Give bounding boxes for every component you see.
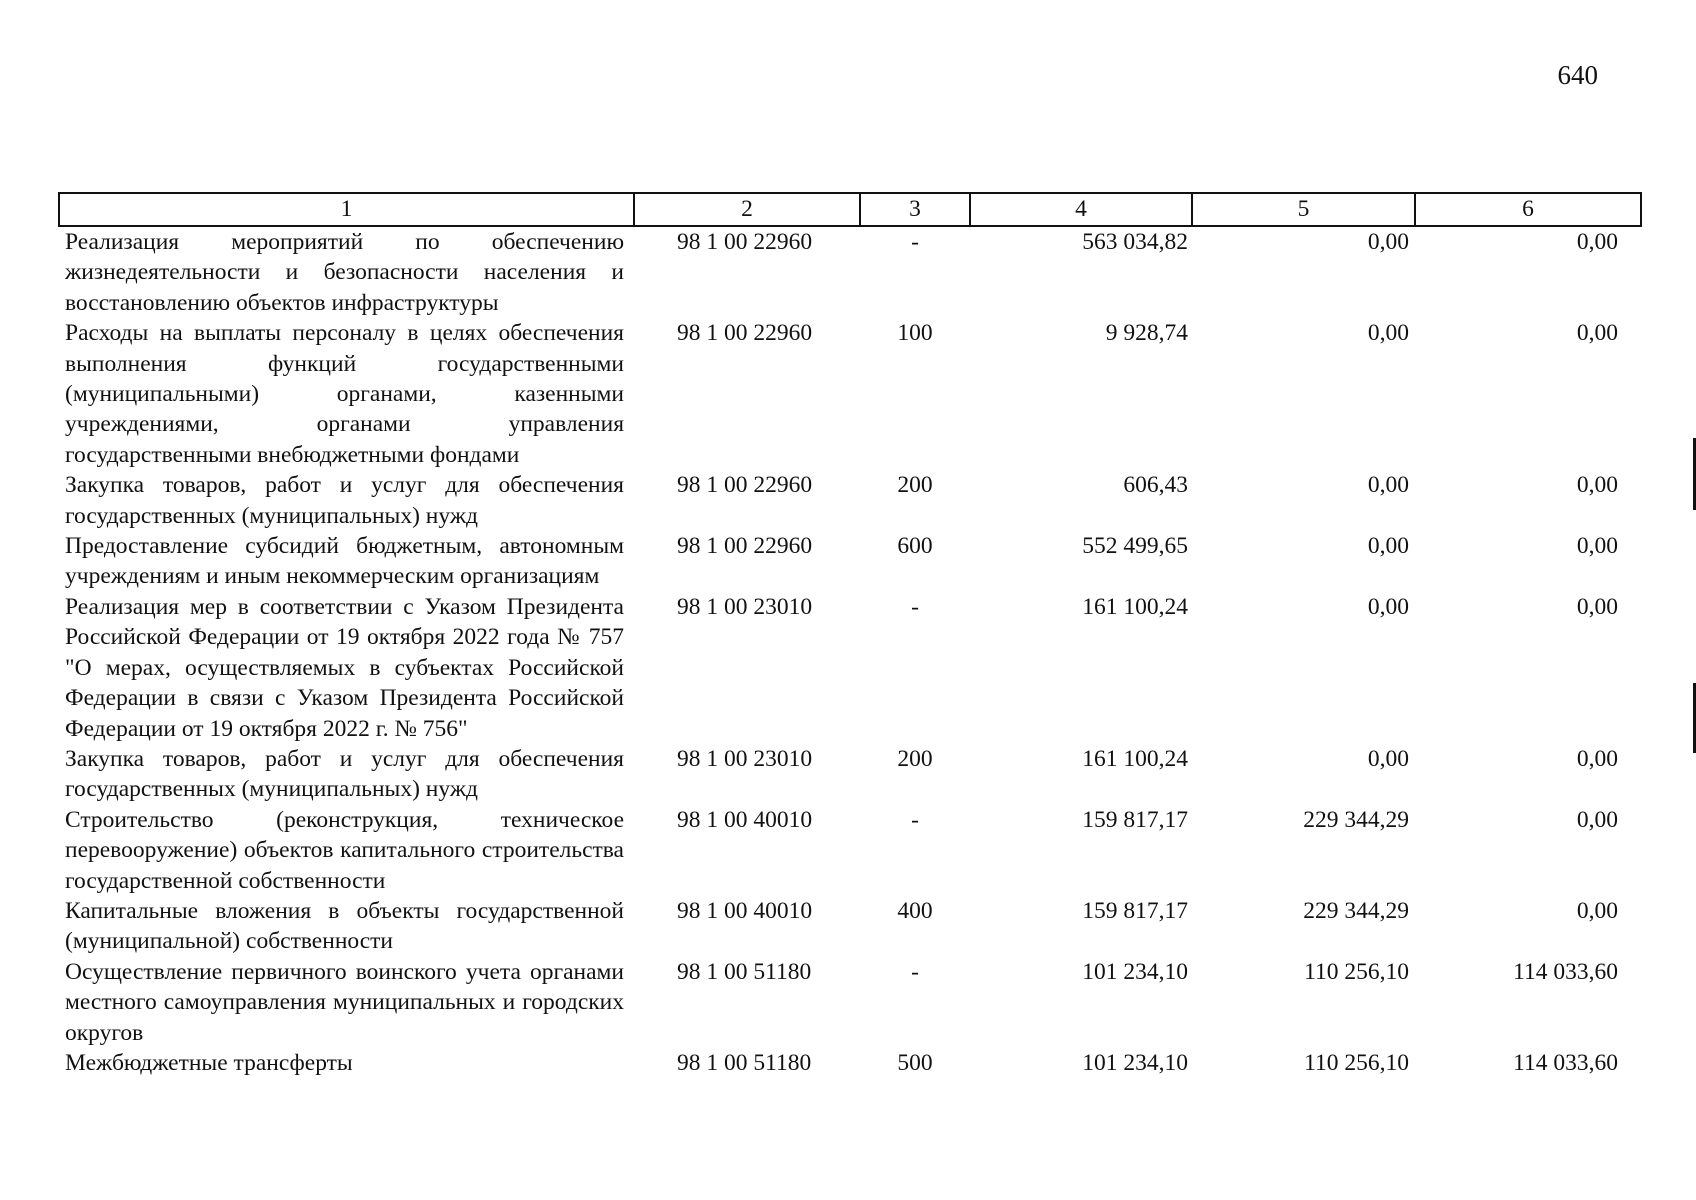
budget-code: 98 1 00 22960 (677, 533, 813, 560)
amount-col-5: 0,00 (1367, 229, 1409, 255)
budget-code: 98 1 00 40010 (677, 806, 813, 833)
amount-col-5: 229 344,29 (1303, 806, 1409, 833)
table-body (59, 226, 1641, 1078)
amount-col-4: 9 928,74 (1105, 320, 1188, 347)
expense-name: Осуществление первичного воинского учета органами местного самоуправления муниципальных и городских округов (65, 958, 624, 1046)
amount-col-4: 101 234,10 (1082, 958, 1188, 985)
expense-type: - (911, 806, 919, 833)
header-row (59, 193, 1641, 226)
budget-code: 98 1 00 23010 (677, 593, 813, 620)
page-number: 640 (1557, 60, 1598, 90)
amount-col-5: 0,00 (1367, 745, 1409, 772)
column-header-1: 1 (59, 193, 634, 226)
table-row (59, 957, 1641, 1048)
amount-col-5: 229 344,29 (1303, 897, 1409, 924)
table-row (59, 592, 1641, 744)
expense-name: Межбюджетные трансферты (65, 1049, 353, 1076)
expense-name: Реализация мероприятий по обеспечению жизнедеятельности и безопасности населения и восстановлению объектов инфраструктуры (65, 229, 624, 316)
budget-code: 98 1 00 22960 (677, 229, 813, 255)
column-header-3: 3 (860, 193, 970, 226)
amount-col-5: 110 256,10 (1304, 958, 1409, 985)
amount-col-5: 0,00 (1367, 320, 1409, 347)
budget-code: 98 1 00 23010 (677, 745, 813, 772)
budget-code: 98 1 00 51180 (677, 958, 812, 985)
amount-col-4: 159 817,17 (1082, 806, 1188, 833)
expense-name: Строительство (реконструкция, техническое перевооружение) объектов капитального строительства государственной собственности (65, 806, 624, 894)
amount-col-6: 0,00 (1576, 229, 1618, 255)
expense-type: 200 (897, 745, 933, 772)
table-row (59, 531, 1641, 592)
table-row (59, 318, 1641, 470)
amount-col-5: 110 256,10 (1304, 1049, 1409, 1076)
expense-type: - (911, 958, 919, 985)
amount-col-4: 563 034,82 (1082, 229, 1188, 255)
amount-col-6: 0,00 (1576, 745, 1618, 772)
table-row (59, 744, 1641, 805)
table-row (59, 226, 1641, 318)
expense-name: Закупка товаров, работ и услуг для обеспечения государственных (муниципальных) нужд (65, 472, 624, 529)
amount-col-6: 114 033,60 (1513, 1049, 1618, 1076)
expense-name: Капитальные вложения в объекты государственной (муниципальной) собственности (65, 897, 624, 955)
amount-col-6: 0,00 (1576, 472, 1618, 499)
amount-col-6: 0,00 (1576, 806, 1618, 833)
amount-col-4: 161 100,24 (1082, 745, 1188, 772)
amount-col-6: 0,00 (1576, 533, 1618, 560)
amount-col-4: 161 100,24 (1082, 593, 1188, 620)
amount-col-6: 114 033,60 (1513, 958, 1618, 985)
amount-col-4: 552 499,65 (1082, 533, 1188, 560)
column-header-6: 6 (1415, 193, 1641, 226)
expense-type: 100 (897, 320, 933, 347)
amount-col-6: 0,00 (1576, 897, 1618, 924)
expense-name: Реализация мер в соответствии с Указом Президента Российской Федерации от 19 октября 2022 года № 757 "О мерах, осуществляемых в субъектах Российской Федерации в связи с Указом Президента Российской Федерации от 19 октября 2022 г. № 756" (65, 593, 624, 742)
table-row (59, 1048, 1641, 1078)
expense-name: Расходы на выплаты персоналу в целях обеспечения выполнения функций государственными (муниципальными) органами, казенными учреждениями, органами управления государственными внебюджетными фондами (65, 320, 624, 468)
expense-type: - (911, 593, 919, 620)
budget-table (58, 192, 1642, 1078)
amount-col-4: 159 817,17 (1082, 897, 1188, 924)
amount-col-5: 0,00 (1367, 472, 1409, 499)
expense-name: Закупка товаров, работ и услуг для обеспечения государственных (муниципальных) нужд (65, 745, 624, 803)
table-header (59, 193, 1641, 226)
amount-col-5: 0,00 (1367, 593, 1409, 620)
amount-col-6: 0,00 (1576, 593, 1618, 620)
budget-code: 98 1 00 51180 (677, 1049, 812, 1076)
table-row (59, 896, 1641, 957)
expense-type: 400 (897, 897, 933, 924)
budget-code: 98 1 00 22960 (677, 320, 813, 347)
table-row (59, 470, 1641, 531)
amount-col-4: 101 234,10 (1082, 1049, 1188, 1076)
table-row (59, 805, 1641, 896)
expense-type: - (911, 229, 919, 255)
amount-col-4: 606,43 (1123, 472, 1188, 499)
budget-code: 98 1 00 22960 (677, 472, 813, 499)
expense-name: Предоставление субсидий бюджетным, автономным учреждениям и иным некоммерческим организациям (65, 533, 624, 590)
expense-type: 200 (897, 472, 933, 499)
column-header-2: 2 (634, 193, 860, 226)
expense-type: 500 (897, 1049, 933, 1076)
column-header-4: 4 (970, 193, 1192, 226)
column-header-5: 5 (1192, 193, 1415, 226)
amount-col-5: 0,00 (1367, 533, 1409, 560)
expense-type: 600 (897, 533, 933, 560)
budget-code: 98 1 00 40010 (677, 897, 813, 924)
amount-col-6: 0,00 (1576, 320, 1618, 347)
